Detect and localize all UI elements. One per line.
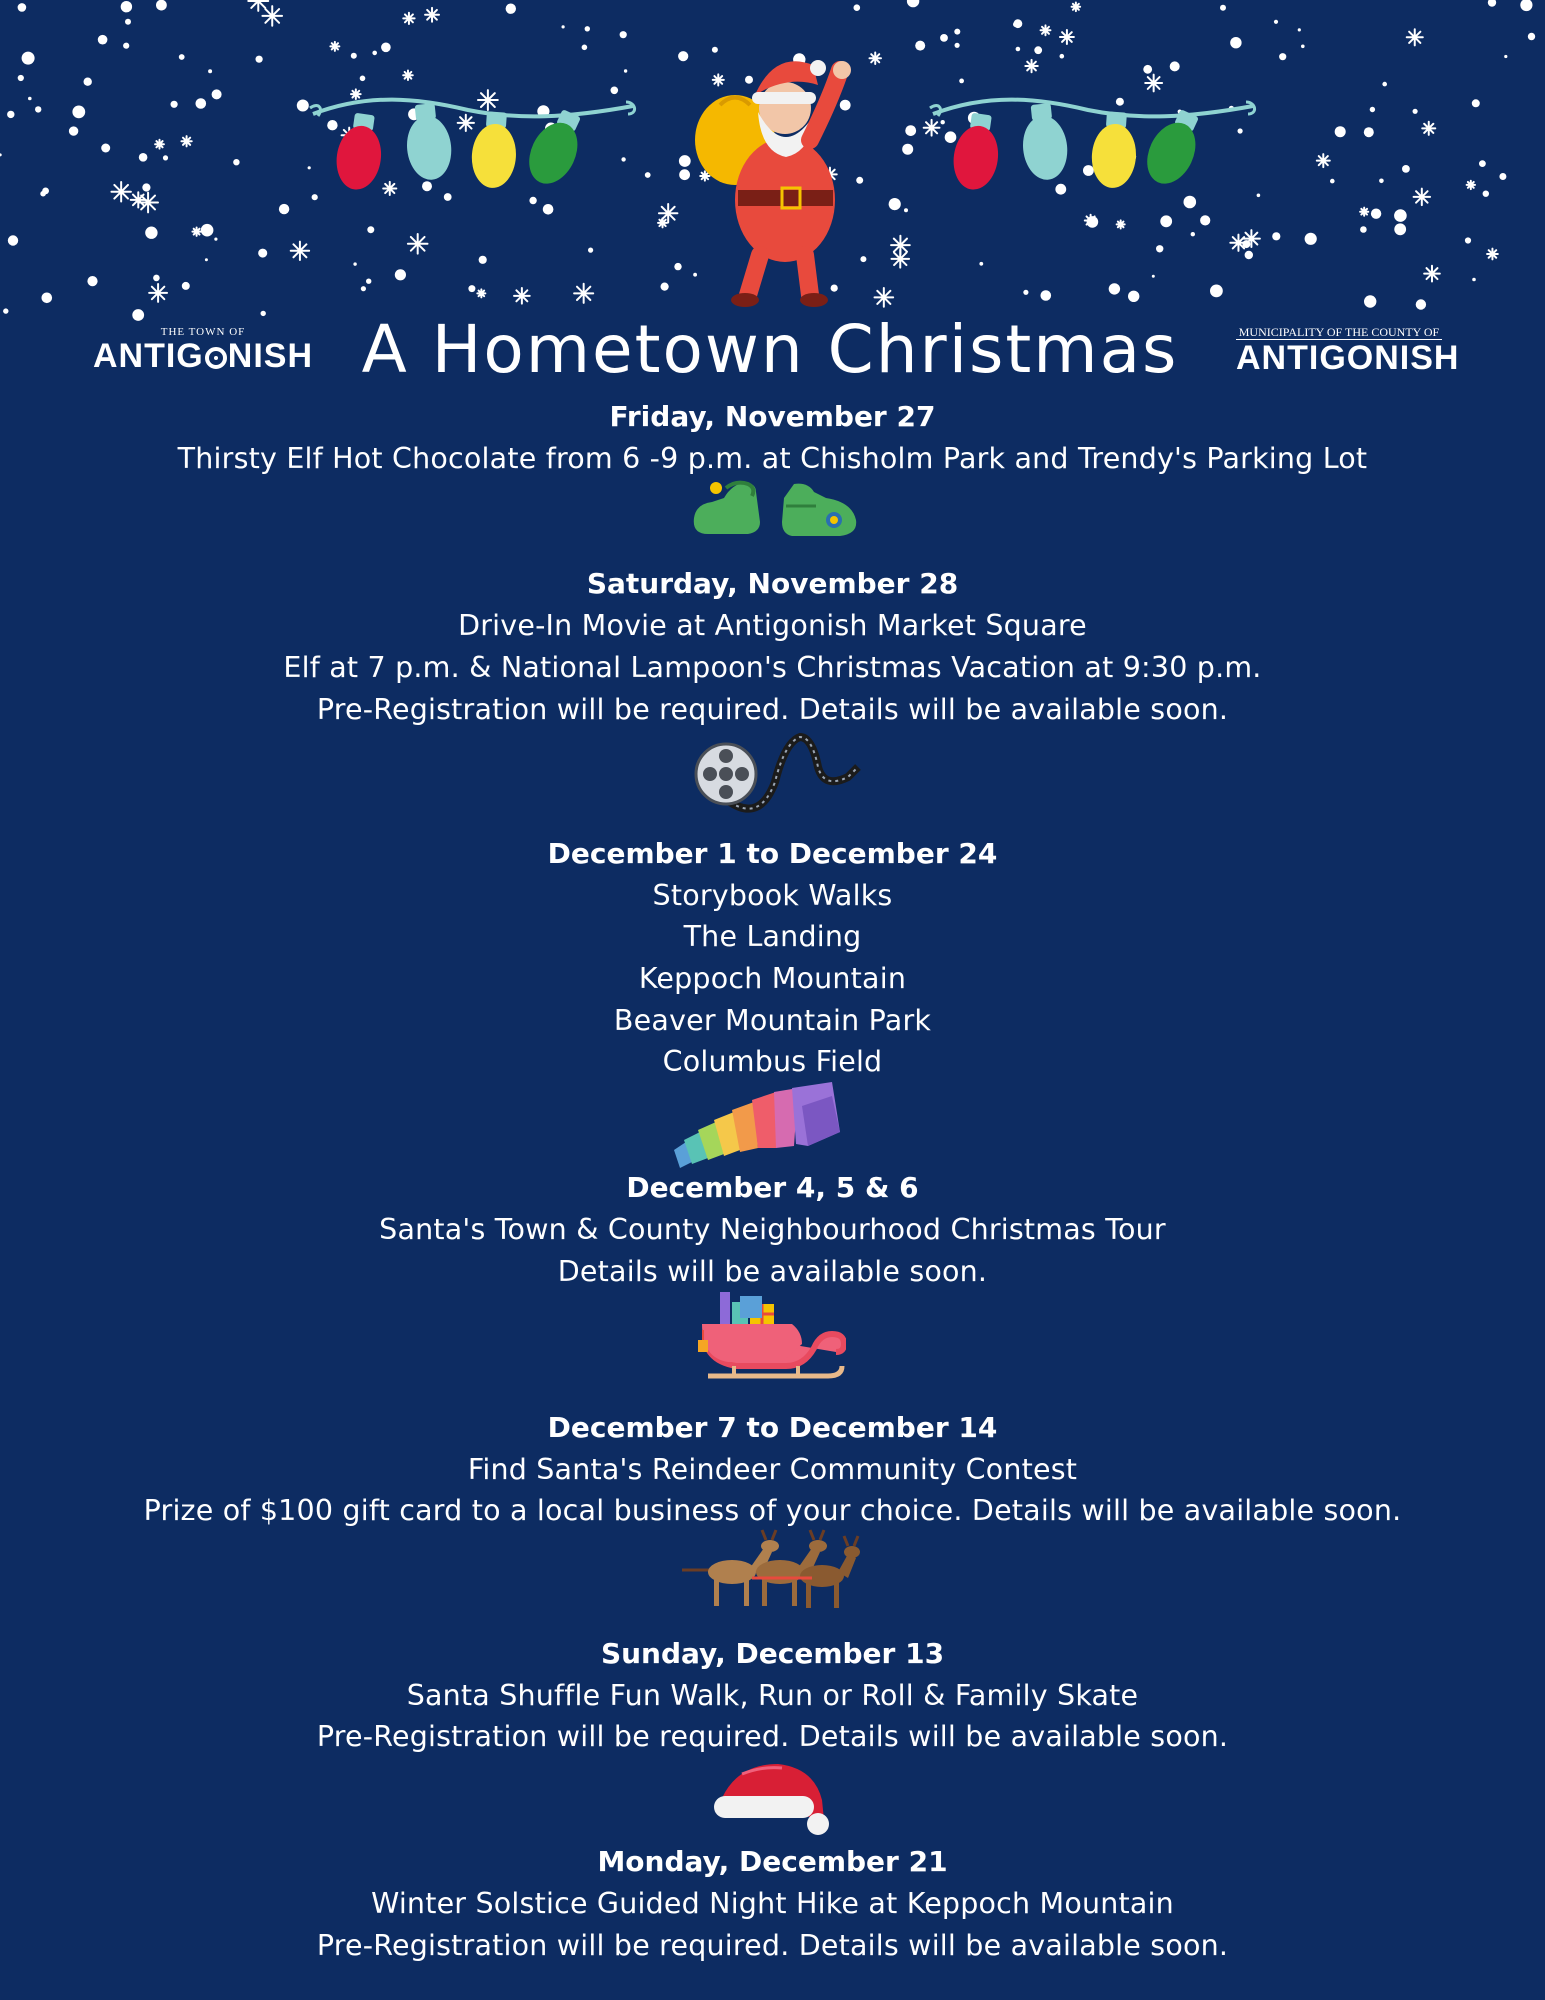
event-line: Pre-Registration will be required. Details will be available soon. — [316, 1720, 1229, 1753]
event-line: Beaver Mountain Park — [613, 1004, 932, 1037]
reindeer-icon — [682, 1528, 860, 1612]
page-title: A Hometown Christmas — [361, 311, 1179, 388]
logo-town-name-part2: NISH — [227, 337, 313, 375]
event-heading: Sunday, December 13 — [600, 1637, 945, 1670]
logo-town-name-part1: ANTIG — [92, 337, 204, 375]
event-heading: Friday, November 27 — [609, 400, 936, 433]
event-line: Prize of $100 gift card to a local business of your choice. Details will be available soon. — [143, 1494, 1402, 1527]
event-heading: December 1 to December 24 — [547, 837, 998, 870]
event-line: Find Santa's Reindeer Community Contest — [467, 1453, 1078, 1486]
event-line: Winter Solstice Guided Night Hike at Keppoch Mountain — [371, 1887, 1174, 1920]
film-reel-icon — [690, 732, 864, 816]
book-icon — [672, 1082, 848, 1168]
event-line: Keppoch Mountain — [638, 962, 907, 995]
event-line: Santa Shuffle Fun Walk, Run or Roll & Family Skate — [406, 1679, 1139, 1712]
event-heading: Monday, December 21 — [597, 1845, 948, 1878]
event-line: Columbus Field — [662, 1045, 883, 1078]
event-line: Drive-In Movie at Antigonish Market Square — [458, 609, 1087, 642]
elf-shoes-icon — [686, 478, 860, 540]
event-line: Pre-Registration will be required. Details will be available soon. — [316, 693, 1229, 726]
event-line: Pre-Registration will be required. Details will be available soon. — [316, 1929, 1229, 1962]
event-line: Details will be available soon. — [557, 1255, 988, 1288]
santa-hat-icon — [712, 1762, 836, 1838]
event-line: Santa's Town & County Neighbourhood Christmas Tour — [379, 1213, 1166, 1246]
event-line: Storybook Walks — [652, 879, 893, 912]
logo-county-subtitle: MUNICIPALITY OF THE COUNTY OF — [1236, 326, 1442, 340]
event-line: Thirsty Elf Hot Chocolate from 6 -9 p.m. at Chisholm Park and Trendy's Parking Lot — [177, 442, 1368, 475]
sleigh-icon — [698, 1290, 846, 1382]
event-heading: Saturday, November 28 — [586, 567, 959, 600]
event-line: Elf at 7 p.m. & National Lampoon's Christmas Vacation at 9:30 p.m. — [283, 651, 1262, 684]
logo-town-subtitle: THE TOWN OF — [160, 326, 246, 338]
event-line: The Landing — [683, 920, 862, 953]
logo-county-name: ANTIGONISH — [1236, 339, 1460, 377]
event-heading: December 7 to December 14 — [547, 1411, 998, 1444]
event-heading: December 4, 5 & 6 — [626, 1171, 919, 1204]
